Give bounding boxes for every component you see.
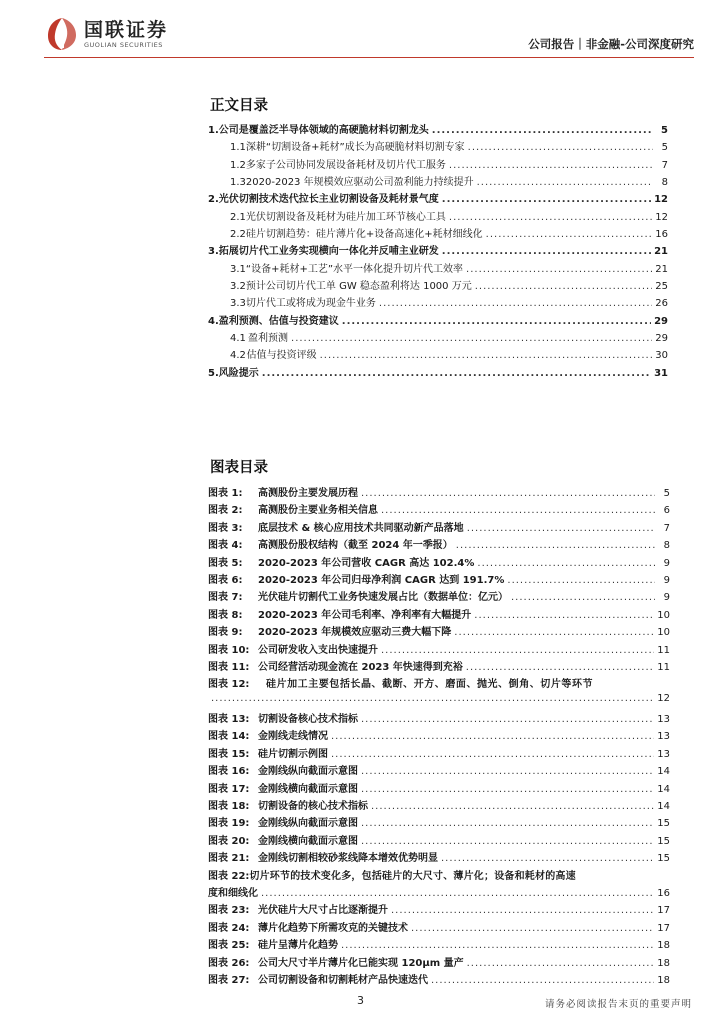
figure-label: 图表 5: <box>208 557 243 569</box>
figure-label: 图表 26: <box>208 957 250 969</box>
figure-label: 图表 20: <box>208 835 250 847</box>
figure-entry[interactable] <box>208 814 670 831</box>
toc-entry-page: 16 <box>655 229 668 241</box>
figure-label: 图表 12: <box>208 679 250 691</box>
figure-label: 图表 24: <box>208 922 250 934</box>
figure-page: 18 <box>657 957 670 969</box>
figure-entry[interactable] <box>208 658 670 675</box>
figure-label: 图表 3: <box>208 522 243 534</box>
toc-entry-number: 1. <box>208 125 219 136</box>
toc-entry[interactable] <box>208 364 668 381</box>
figure-page: 15 <box>657 818 670 830</box>
figure-label: 图表 10: <box>208 644 250 656</box>
figure-page: 14 <box>657 766 670 778</box>
figure-entry[interactable] <box>208 675 670 710</box>
header-divider <box>44 57 694 58</box>
figure-title: 2020-2023 年公司归母净利润 CAGR 达到 191.7% <box>258 574 505 586</box>
toc-entry-text: 预计公司切片代工单 GW 稳态盈利将达 1000 万元 <box>245 281 472 293</box>
figure-title: 高测股份主要发展历程 <box>258 488 358 499</box>
dot-leader <box>341 940 654 951</box>
toc-entry-page: 29 <box>654 315 668 327</box>
figure-page: 16 <box>657 887 670 899</box>
figure-entry[interactable] <box>208 971 670 988</box>
toc-entry-page: 29 <box>655 333 668 345</box>
figure-label: 图表 2: <box>208 505 243 517</box>
figure-page: 10 <box>657 609 670 621</box>
figure-page: 15 <box>657 853 670 865</box>
figure-entry[interactable] <box>208 571 670 588</box>
figure-label: 图表 4: <box>208 540 243 552</box>
toc-entry-text: 2020-2023 年规模效应驱动公司盈利能力持续提升 <box>245 177 474 189</box>
figure-page: 6 <box>663 505 670 517</box>
figure-title: 金刚线横向截面示意图 <box>258 783 358 795</box>
figure-title: 硅片加工主要包括长晶、截断、开方、磨面、抛光、倒角、切片等环节 <box>266 679 594 691</box>
figure-page: 14 <box>657 801 670 813</box>
figure-entry[interactable] <box>208 519 670 536</box>
toc-entry-text: 盈利预测、估值与投资建议 <box>218 315 339 327</box>
dot-leader <box>511 592 655 603</box>
toc-entry-page: 25 <box>655 281 668 293</box>
toc-entry-page: 12 <box>654 194 668 206</box>
dot-leader <box>477 558 655 569</box>
toc-entry-page: 21 <box>654 246 668 258</box>
figure-label: 图表 22: <box>208 870 250 882</box>
figure-title: 切片环节的技术变化多，包括硅片的大尺寸、薄片化；设备和耗材的高速 <box>249 870 576 882</box>
figure-page: 10 <box>657 627 670 639</box>
dot-leader <box>391 905 654 916</box>
figure-entry[interactable] <box>208 762 670 779</box>
figure-page: 13 <box>657 714 670 726</box>
figure-entry[interactable] <box>208 727 670 744</box>
figure-title: 光伏硅片大尺寸占比逐渐提升 <box>258 905 388 917</box>
dot-leader <box>442 246 651 257</box>
toc-entry-number: 3.3 <box>230 298 246 310</box>
dot-leader <box>320 350 653 361</box>
dot-leader <box>467 958 655 969</box>
figure-page: 7 <box>663 522 670 534</box>
figure-entry[interactable] <box>208 606 670 623</box>
figure-entry[interactable] <box>208 484 670 501</box>
dot-leader <box>361 836 654 847</box>
dot-leader <box>466 662 654 673</box>
toc-entry-page: 5 <box>661 142 668 154</box>
dot-leader <box>381 645 654 656</box>
dot-leader <box>456 540 655 551</box>
figure-entry[interactable] <box>208 501 670 518</box>
toc-entry-page: 7 <box>661 159 668 171</box>
toc-entry-text: “设备+耗材+工艺”水平一体化提升切片代工效率 <box>245 263 464 275</box>
figure-label: 图表 25: <box>208 940 250 952</box>
toc-entry-number: 3. <box>208 246 219 258</box>
page-number: 3 <box>357 994 364 1007</box>
dot-leader <box>475 281 653 292</box>
figure-label: 图表 15: <box>208 748 250 760</box>
figure-title: 高测股份主要业务相关信息 <box>258 505 378 517</box>
figure-entry[interactable] <box>208 954 670 971</box>
figure-label: 图表 19: <box>208 818 250 830</box>
toc-entry[interactable] <box>208 173 668 190</box>
figure-title: 公司经营活动现金流在 2023 年快速得到充裕 <box>258 661 463 673</box>
toc-entry[interactable] <box>208 156 668 173</box>
toc-entry-page: 8 <box>661 177 668 189</box>
toc-entry-text: 估值与投资评级 <box>246 350 317 362</box>
dot-leader <box>361 766 654 777</box>
toc-entry[interactable] <box>208 242 668 259</box>
figure-title: 金刚线切割相较砂浆线降本增效优势明显 <box>258 853 438 865</box>
dot-leader <box>486 229 653 240</box>
figure-entry[interactable] <box>208 919 670 936</box>
dot-leader <box>431 975 654 986</box>
figure-entry[interactable] <box>208 901 670 918</box>
figure-title: 底层技术 & 核心应用技术共同驱动新产品落地 <box>258 522 464 534</box>
disclaimer-note: 请务必阅读报告末页的重要声明 <box>544 999 692 1010</box>
dot-leader <box>442 194 651 205</box>
toc-entry-number: 2.2 <box>230 229 246 241</box>
figure-label: 图表 21: <box>208 853 250 865</box>
toc-entry-text: 光伏切割设备及耗材为硅片加工环节核心工具 <box>245 211 446 223</box>
toc-entry-number: 3.1 <box>230 263 246 275</box>
figure-title: 金刚线纵向截面示意图 <box>258 818 358 830</box>
figure-page: 8 <box>663 540 670 552</box>
toc-entry-text: 多家子公司协同发展设备耗材及切片代工服务 <box>245 159 446 171</box>
dot-leader <box>291 333 652 344</box>
toc-entry-text: 风险提示 <box>218 367 259 379</box>
dot-leader <box>371 801 654 812</box>
dot-leader <box>211 693 654 704</box>
figure-entry[interactable] <box>208 710 670 727</box>
figure-entry[interactable] <box>208 536 670 553</box>
figure-page: 9 <box>663 574 670 586</box>
toc-entry-page: 5 <box>661 125 668 136</box>
figure-label: 图表 7: <box>208 592 243 604</box>
toc-entry-text: 切片代工或将成为现金牛业务 <box>245 298 376 310</box>
toc-title: 正文目录 <box>210 98 268 114</box>
figure-title: 切割设备的核心技术指标 <box>258 801 368 813</box>
figure-entry[interactable] <box>208 849 670 866</box>
dot-leader <box>262 368 651 379</box>
figure-label: 图表 27: <box>208 974 250 986</box>
toc-list <box>208 121 668 381</box>
figure-page: 17 <box>657 905 670 917</box>
toc-entry[interactable] <box>208 346 668 363</box>
toc-entry[interactable] <box>208 208 668 225</box>
dot-leader <box>449 212 652 223</box>
figure-label: 图表 18: <box>208 801 250 813</box>
dot-leader <box>477 177 653 188</box>
toc-entry-text: 公司是覆盖泛半导体领域的高硬脆材料切割龙头 <box>218 125 429 136</box>
toc-entry[interactable] <box>208 277 668 294</box>
figure-title-continued: 度和细线化 <box>208 887 258 899</box>
report-type-label: 公司报告｜非金融-公司深度研究 <box>528 37 694 51</box>
figure-title: 2020-2023 年公司毛利率、净利率有大幅提升 <box>258 609 472 621</box>
figure-page: 13 <box>657 731 670 743</box>
figure-title: 高测股份股权结构（截至 2024 年一季报） <box>258 540 453 552</box>
figure-page: 9 <box>663 592 670 604</box>
figure-entry[interactable] <box>208 623 670 640</box>
dot-leader <box>466 264 652 275</box>
figure-entry[interactable] <box>208 641 670 658</box>
dot-leader <box>411 923 654 934</box>
dot-leader <box>474 610 654 621</box>
toc-entry-text: 硅片切割趋势：硅片薄片化+设备高速化+耗材细线化 <box>245 229 483 241</box>
toc-entry[interactable] <box>208 260 668 277</box>
figure-entry[interactable] <box>208 797 670 814</box>
dot-leader <box>449 160 653 171</box>
figure-entry[interactable] <box>208 832 670 849</box>
figure-title: 金刚线纵向截面示意图 <box>258 766 358 778</box>
toc-entry-number: 1.2 <box>230 159 246 171</box>
figure-entry[interactable] <box>208 554 670 571</box>
toc-entry-page: 21 <box>655 263 668 275</box>
dot-leader <box>361 488 655 499</box>
toc-entry-page: 26 <box>655 298 668 310</box>
figure-title: 2020-2023 年公司营收 CAGR 高达 102.4% <box>258 557 475 569</box>
figure-title: 硅片呈薄片化趋势 <box>258 940 338 952</box>
figure-entry[interactable] <box>208 588 670 605</box>
figure-page: 11 <box>657 644 670 656</box>
dot-leader <box>467 523 655 534</box>
figure-label: 图表 9: <box>208 627 243 639</box>
figure-entry[interactable] <box>208 936 670 953</box>
toc-entry[interactable] <box>208 294 668 311</box>
toc-entry-number: 2.1 <box>230 211 246 223</box>
toc-entry-text: 盈利预测 <box>248 333 289 345</box>
figure-page: 12 <box>657 692 670 704</box>
logo-english-name: GUOLIAN SECURITIES <box>84 40 163 49</box>
figure-page: 5 <box>663 488 670 499</box>
dot-leader <box>342 316 651 327</box>
figure-label: 图表 1: <box>208 488 243 499</box>
dot-leader <box>331 731 654 742</box>
figure-label: 图表 11: <box>208 661 250 673</box>
toc-entry-number: 3.2 <box>230 281 246 293</box>
toc-entry-number: 2. <box>208 194 219 206</box>
guolian-logo-icon <box>46 16 78 52</box>
toc-entry-number: 4.2 <box>230 350 246 362</box>
dot-leader <box>381 505 655 516</box>
figure-label: 图表 17: <box>208 783 250 795</box>
figure-page: 18 <box>657 940 670 952</box>
figure-page: 18 <box>657 974 670 986</box>
toc-entry-page: 12 <box>655 211 668 223</box>
figure-page: 14 <box>657 783 670 795</box>
toc-entry[interactable] <box>208 225 668 242</box>
toc-entry-page: 30 <box>655 350 668 362</box>
dot-leader <box>432 125 653 136</box>
toc-entry[interactable] <box>208 329 668 346</box>
toc-entry[interactable] <box>208 190 668 207</box>
figure-entry[interactable] <box>208 745 670 762</box>
figure-label: 图表 13: <box>208 714 250 726</box>
toc-entry-number: 4.1 <box>230 333 246 345</box>
figure-title: 硅片切割示例图 <box>258 748 328 760</box>
figure-label: 图表 8: <box>208 609 243 621</box>
dot-leader <box>361 818 654 829</box>
figure-title: 金刚线走线情况 <box>258 731 328 743</box>
toc-entry-text: 光伏切割技术迭代拉长主业切割设备及耗材景气度 <box>218 194 439 206</box>
dot-leader <box>454 627 654 638</box>
logo-chinese-name: 国联证券 <box>84 18 169 41</box>
figure-label: 图表 23: <box>208 905 250 917</box>
figure-title: 2020-2023 年规模效应驱动三费大幅下降 <box>258 627 452 639</box>
toc-entry[interactable] <box>208 121 668 138</box>
toc-entry-number: 5. <box>208 367 219 379</box>
toc-entry[interactable] <box>208 138 668 155</box>
dot-leader <box>507 575 655 586</box>
figure-page: 13 <box>657 748 670 760</box>
toc-entry-number: 1.1 <box>230 142 246 154</box>
toc-entry-number: 4. <box>208 315 219 327</box>
figures-list <box>208 484 670 988</box>
figure-title: 公司研发收入支出快速提升 <box>258 644 378 656</box>
figure-title: 公司切割设备和切割耗材产品快速迭代 <box>258 974 428 986</box>
figure-page: 9 <box>663 557 670 569</box>
figure-label: 图表 14: <box>208 731 250 743</box>
figures-title: 图表目录 <box>210 460 268 476</box>
figure-title: 切割设备核心技术指标 <box>258 714 358 726</box>
figure-label: 图表 16: <box>208 766 250 778</box>
figure-title: 薄片化趋势下所需攻克的关键技术 <box>258 922 408 934</box>
figure-page: 17 <box>657 922 670 934</box>
dot-leader <box>361 784 654 795</box>
company-logo <box>46 14 168 54</box>
dot-leader <box>468 142 653 153</box>
dot-leader <box>441 853 654 864</box>
figure-entry[interactable] <box>208 780 670 797</box>
dot-leader <box>379 298 652 309</box>
toc-entry-page: 31 <box>654 367 668 379</box>
toc-entry-text: 深耕“切割设备+耗材”成长为高硬脆材料切割专家 <box>245 142 465 154</box>
toc-entry-number: 1.3 <box>230 177 246 189</box>
dot-leader <box>331 749 654 760</box>
toc-entry-text: 拓展切片代工业务实现横向一体化并反哺主业研发 <box>218 246 439 258</box>
figure-title: 公司大尺寸半片薄片化已能实现 120μm 量产 <box>258 957 464 969</box>
figure-entry[interactable] <box>208 867 670 902</box>
figure-label: 图表 6: <box>208 574 243 586</box>
figure-title: 光伏硅片切割代工业务快速发展占比（数据单位：亿元） <box>258 592 508 604</box>
figure-page: 15 <box>657 835 670 847</box>
dot-leader <box>361 714 654 725</box>
figure-page: 11 <box>657 661 670 673</box>
dot-leader <box>261 888 654 899</box>
figure-title: 金刚线横向截面示意图 <box>258 835 358 847</box>
toc-entry[interactable] <box>208 312 668 329</box>
